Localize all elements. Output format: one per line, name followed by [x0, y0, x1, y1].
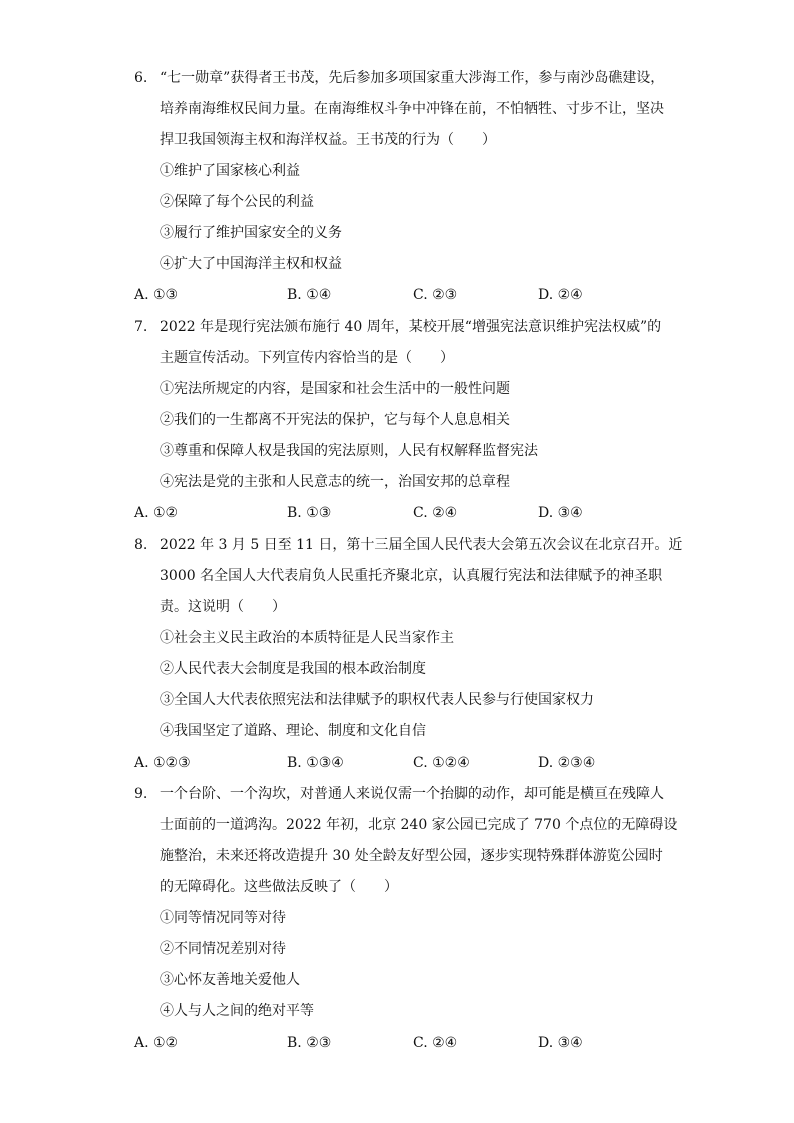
answer-option-c: C. ②④ — [413, 1035, 458, 1051]
question-stem-line: 责。这说明（ ） — [160, 599, 286, 615]
answer-option-c: C. ②④ — [413, 505, 458, 521]
statement: ②人民代表大会制度是我国的根本政治制度 — [160, 661, 426, 677]
question-stem-line: “七一勋章”获得者王书茂，先后参加多项国家重大涉海工作，参与南沙岛礁建设， — [160, 70, 665, 86]
answer-option-b: B. ①③④ — [287, 755, 344, 771]
statement: ③履行了维护国家安全的义务 — [160, 225, 342, 241]
question-stem-line: 培养南海维权民间力量。在南海维权斗争中冲锋在前，不怕牺牲、寸步不让，坚决 — [160, 101, 664, 117]
question-stem-line: 3000 名全国人大代表肩负人民重托齐聚北京，认真履行宪法和法律赋予的神圣职 — [160, 568, 663, 584]
answer-option-d: D. ②④ — [538, 287, 583, 303]
statement: ④我国坚定了道路、理论、制度和文化自信 — [160, 723, 426, 739]
question-stem-line: 捍卫我国领海主权和海洋权益。王书茂的行为（ ） — [160, 132, 496, 148]
answer-option-b: B. ①③ — [287, 505, 332, 521]
question-number: 9. — [134, 786, 148, 802]
answer-option-a: A. ①② — [134, 505, 179, 521]
question-stem-line: 2022 年 3 月 5 日至 11 日，第十三届全国人民代表大会第五次会议在北京召开。近 — [160, 537, 683, 553]
answer-option-a: A. ①② — [134, 1035, 179, 1051]
question-stem-line: 施整治，未来还将改造提升 30 处全龄友好型公园，逐步实现特殊群体游览公园时 — [160, 848, 663, 864]
question-stem-line: 2022 年是现行宪法颁布施行 40 周年，某校开展“增强宪法意识维护宪法权威”的 — [160, 319, 662, 335]
answer-option-b: B. ②③ — [287, 1035, 332, 1051]
answer-option-c: C. ①②④ — [413, 755, 470, 771]
statement: ④扩大了中国海洋主权和权益 — [160, 256, 342, 272]
statement: ④人与人之间的绝对平等 — [160, 1003, 314, 1019]
question-stem-line: 士面前的一道鸿沟。2022 年初，北京 240 家公园已完成了 770 个点位的无障碍设 — [160, 817, 678, 833]
statement: ②保障了每个公民的利益 — [160, 194, 314, 210]
question-stem-line: 的无障碍化。这些做法反映了（ ） — [160, 879, 398, 895]
statement: ③尊重和保障人权是我国的宪法原则，人民有权解释监督宪法 — [160, 443, 538, 459]
statement: ③心怀友善地关爱他人 — [160, 972, 300, 988]
answer-option-a: A. ①②③ — [134, 755, 191, 771]
statement: ②我们的一生都离不开宪法的保护，它与每个人息息相关 — [160, 412, 510, 428]
answer-option-d: D. ②③④ — [538, 755, 596, 771]
statement: ①维护了国家核心利益 — [160, 163, 300, 179]
question-number: 8. — [134, 537, 148, 553]
answer-option-d: D. ③④ — [538, 1035, 583, 1051]
question-stem-line: 一个台阶、一个沟坎，对普通人来说仅需一个抬脚的动作，却可能是横亘在残障人 — [160, 786, 664, 802]
statement: ③全国人大代表依照宪法和法律赋予的职权代表人民参与行使国家权力 — [160, 692, 594, 708]
question-number: 6. — [134, 70, 148, 86]
answer-option-b: B. ①④ — [287, 287, 332, 303]
question-number: 7. — [134, 319, 148, 335]
question-stem-line: 主题宣传活动。下列宣传内容恰当的是（ ） — [160, 350, 454, 366]
answer-option-c: C. ②③ — [413, 287, 458, 303]
statement: ①宪法所规定的内容，是国家和社会生活中的一般性问题 — [160, 381, 510, 397]
answer-option-a: A. ①③ — [134, 287, 179, 303]
statement: ①社会主义民主政治的本质特征是人民当家作主 — [160, 630, 454, 646]
statement: ①同等情况同等对待 — [160, 910, 286, 926]
statement: ②不同情况差别对待 — [160, 941, 286, 957]
answer-option-d: D. ③④ — [538, 505, 583, 521]
statement: ④宪法是党的主张和人民意志的统一，治国安邦的总章程 — [160, 474, 510, 490]
